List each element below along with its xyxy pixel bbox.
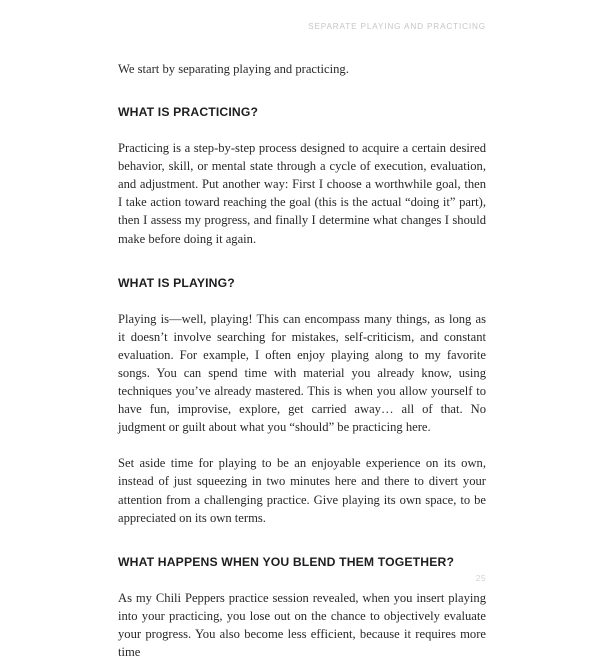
intro-paragraph: We start by separating playing and practicing. [118, 62, 349, 76]
section-heading-blend-them-together: WHAT HAPPENS WHEN YOU BLEND THEM TOGETHER? [118, 554, 455, 569]
spacer [118, 436, 486, 454]
running-head: SEPARATE PLAYING AND PRACTICING [308, 22, 486, 31]
paragraph-playing-definition: Playing is—well, playing! This can encompass many things, as long as it doesn’t involve searching for mistakes, self-criticism, and constant evaluation. For example, I often enjoy playing along to my favorite songs. You can spend time with material you already know, using techniques you’ve already mastered. This is when you allow yourself to have fun, improvise, explore, get carried away… all of that. No judgment or guilt about what you “should” be practicing here. [118, 311, 486, 435]
section-heading-what-is-playing: WHAT IS PLAYING? [118, 275, 235, 290]
spacer [118, 527, 486, 555]
spacer [118, 290, 486, 310]
paragraph-blending-consequences: As my Chili Peppers practice session revealed, when you insert playing into your practicing, you lose out on the chance to objectively evaluate your progress. You also become less efficient, because it requires more time [118, 590, 486, 659]
spacer [118, 78, 486, 105]
spacer [118, 248, 486, 276]
text-column [118, 60, 486, 661]
paragraph-set-aside-time: Set aside time for playing to be an enjoyable experience on its own, instead of just squeezing in two minutes here and there to divert your attention from a challenging practice. Give playing its own space, to be appreciated on its own terms. [118, 456, 486, 525]
section-heading-what-is-practicing: WHAT IS PRACTICING? [118, 105, 259, 120]
paragraph-practicing-definition: Practicing is a step-by-step process designed to acquire a certain desired behavior, skill, or mental state through a cycle of execution, evaluation, and adjustment. Put another way: First I choose a worthwhile goal, then I take action toward reaching the goal (this is the actual “doing it” part), then I assess my progress, and finally I determine what changes I should make before doing it again. [118, 141, 486, 246]
spacer [118, 119, 486, 139]
page-number: 25 [475, 573, 486, 583]
